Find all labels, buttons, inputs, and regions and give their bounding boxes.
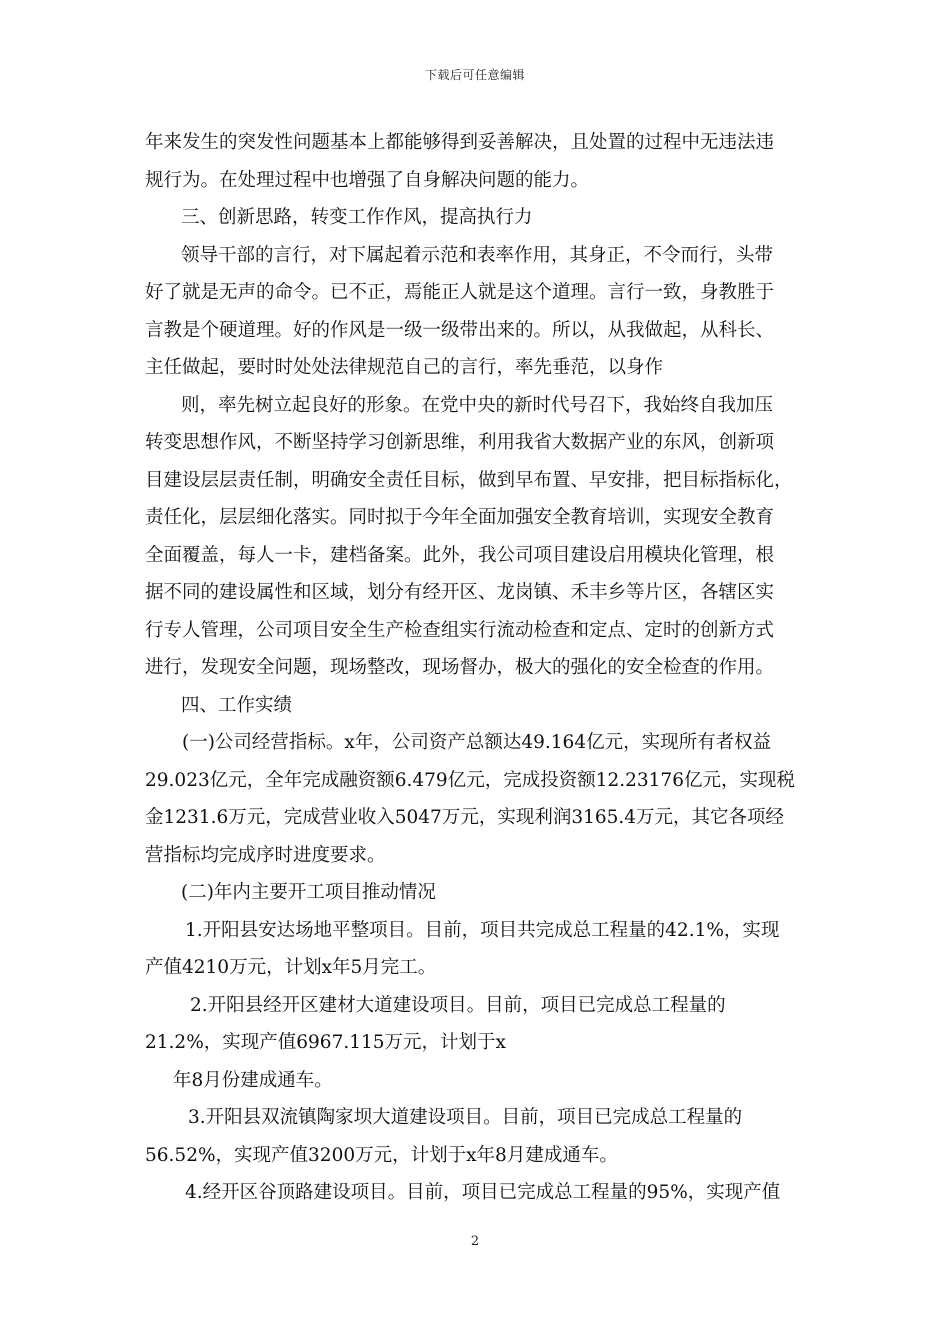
paragraph-line: (一)公司经营指标。x年，公司资产总额达49.164亿元，实现所有者权益 (182, 732, 772, 753)
paragraph-line: 言教是个硬道理。好的作风是一级一级带出来的。所以，从我做起，从科长、 (145, 319, 775, 341)
paragraph-line: 29.023亿元，全年完成融资额6.479亿元，完成投资额12.23176亿元，实现税 (145, 769, 795, 791)
document-body (145, 124, 815, 1212)
paragraph-line: 2.开阳县经开区建材大道建设项目。目前，项目已完成总工程量的 (190, 994, 726, 1016)
paragraph-line: 好了就是无声的命令。已不正，焉能正人就是这个道理。言行一致，身教胜于 (145, 282, 775, 303)
paragraph-line: 转变思想作风，不断坚持学习创新思维，利用我省大数据产业的东风，创新项 (145, 432, 775, 453)
paragraph-line: 金1231.6万元，完成营业收入5047万元，实现利润3165.4万元，其它各项经 (145, 807, 785, 828)
section-heading: 四、工作实绩 (181, 694, 293, 716)
paragraph-line: 3.开阳县双流镇陶家坝大道建设项目。目前，项目已完成总工程量的 (188, 1107, 743, 1128)
paragraph-line: 56.52%，实现产值3200万元，计划于x年8月建成通车。 (145, 1144, 618, 1166)
paragraph-line: 据不同的建设属性和区域，划分有经开区、龙岗镇、禾丰乡等片区，各辖区实 (145, 582, 775, 603)
paragraph-line: 行专人管理，公司项目安全生产检查组实行流动检查和定点、定时的创新方式 (145, 619, 775, 641)
paragraph-line: 产值4210万元，计划x年5月完工。 (145, 957, 437, 978)
paragraph-line: 主任做起，要时时处处法律规范自己的言行，率先垂范，以身作 (145, 357, 664, 378)
paragraph-line: 年来发生的突发性问题基本上都能够得到妥善解决，且处置的过程中无违法违 (145, 132, 775, 153)
paragraph-line: 领导干部的言行，对下属起着示范和表率作用，其身正，不令而行，头带 (181, 244, 774, 266)
page-number: 2 (470, 1234, 480, 1249)
subsection-heading: (二)年内主要开工项目推动情况 (181, 882, 436, 903)
paragraph-line: 21.2%，实现产值6967.115万元，计划于x (145, 1032, 506, 1053)
paragraph-line: 规行为。在处理过程中也增强了自身解决问题的能力。 (145, 169, 590, 191)
paragraph-line: 营指标均完成序时进度要求。 (145, 844, 386, 866)
section-heading: 三、创新思路，转变工作作风，提高执行力 (181, 207, 533, 228)
paragraph-line: 全面覆盖，每人一卡，建档备案。此外，我公司项目建设启用模块化管理，根 (145, 544, 775, 566)
paragraph-line: 责任化，层层细化落实。同时拟于今年全面加强安全教育培训，实现安全教育 (145, 507, 775, 528)
paragraph-line: 则，率先树立起良好的形象。在党中央的新时代号召下，我始终自我加压 (181, 394, 774, 416)
paragraph-line: 1.开阳县安达场地平整项目。目前，项目共完成总工程量的42.1%，实现 (185, 919, 780, 941)
page-header: 下载后可任意编辑 (424, 68, 525, 82)
paragraph-line: 目建设层层责任制，明确安全责任目标，做到早布置、早安排，把目标指标化， (145, 469, 793, 491)
paragraph-line: 4.经开区谷顶路建设项目。目前，项目已完成总工程量的95%，实现产值 (185, 1182, 781, 1203)
paragraph-line: 进行，发现安全问题，现场整改，现场督办，极大的强化的安全检查的作用。 (145, 657, 775, 678)
paragraph-line: 年8月份建成通车。 (173, 1069, 333, 1091)
